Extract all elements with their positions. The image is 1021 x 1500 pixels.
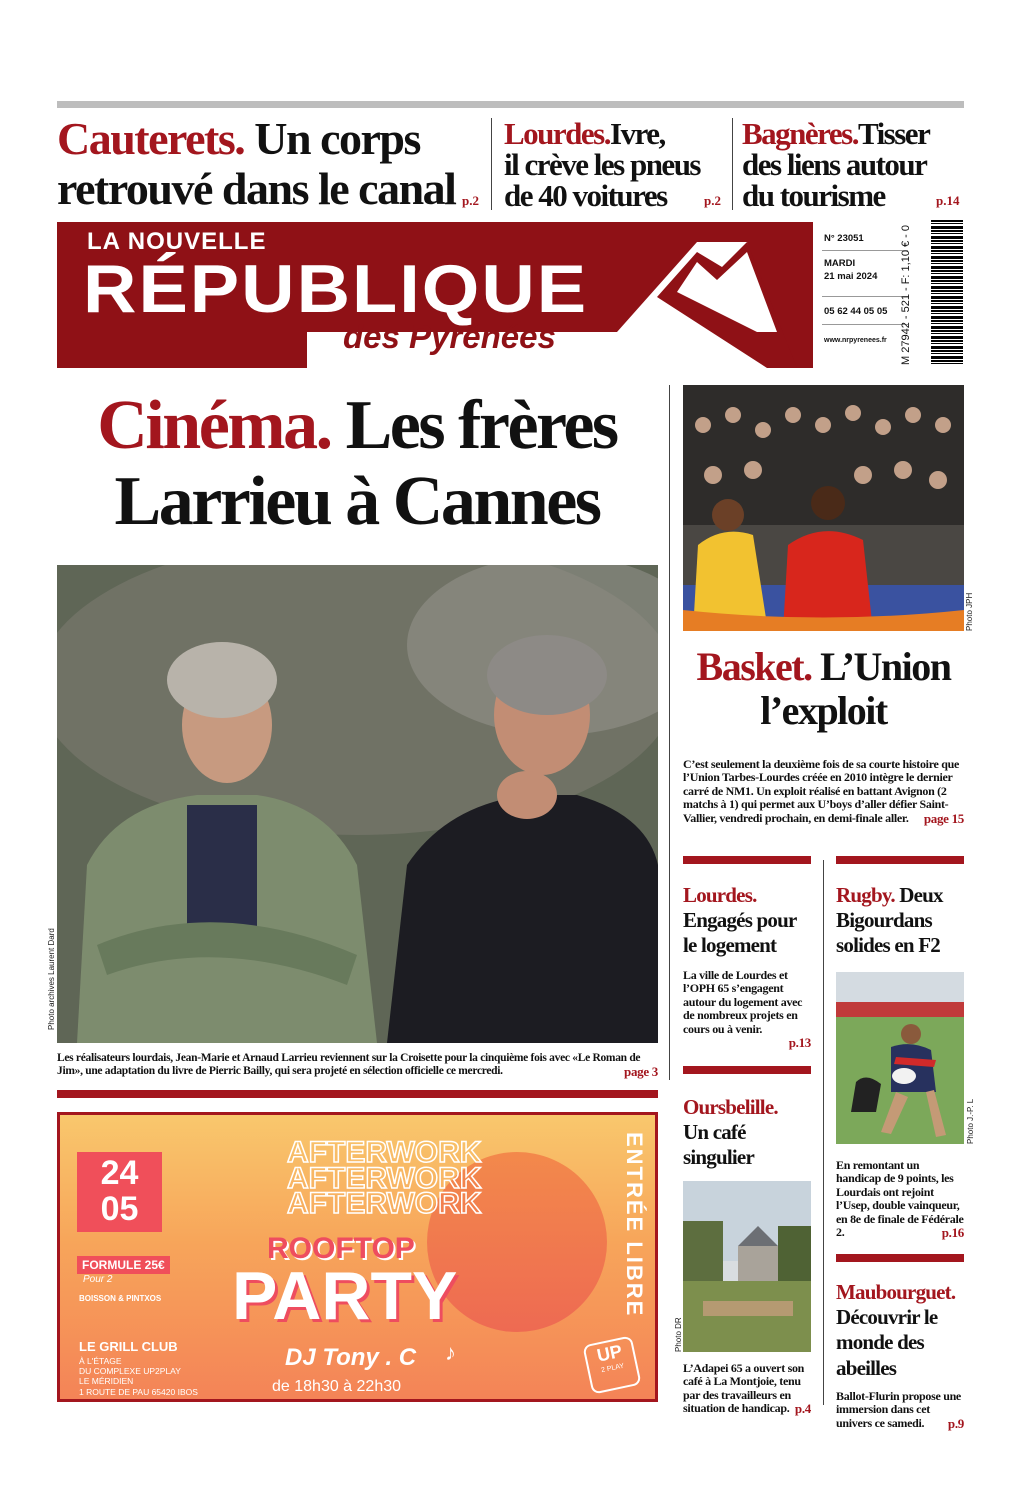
issue-number: N° 23051 <box>824 233 864 244</box>
entree-libre: ENTRÉE LIBRE <box>622 1132 647 1318</box>
teaser-lourdes[interactable] <box>504 118 719 211</box>
logo-top: UP <box>595 1340 624 1366</box>
maubourguet-text: Ballot-Flurin propose une immersion dans cet univers ce samedi. <box>836 1389 961 1430</box>
rugby-title: solides en F2 <box>836 933 940 958</box>
maubourguet-title: monde des <box>836 1330 924 1355</box>
page-ref[interactable]: p.16 <box>941 1225 964 1241</box>
rugby-kicker: Rugby. <box>836 883 895 907</box>
maubourguet-headline[interactable] <box>836 1280 964 1381</box>
section-rule <box>836 1254 964 1262</box>
column-divider <box>823 860 824 1405</box>
up2play-logo <box>582 1335 641 1394</box>
basket-title: L’Union <box>820 644 951 689</box>
page-ref[interactable]: p.13 <box>788 1035 811 1051</box>
oursbelille-body <box>683 1362 811 1417</box>
basket-text: C’est seulement la deuxième fois de sa courte histoire que l’Union Tarbes-Lourdes créée en 2010 intègre le dernier carré de NM1. Un exploit réalisé en battant Avignon (2 matchs à 1) qui permet aux U’boys d’aller défier Saint-Vallier, vendredi prochain, en demi-finale aller. <box>683 757 960 825</box>
maubourguet-body <box>836 1390 964 1431</box>
rugby-title: Bigourdans <box>836 908 932 933</box>
issue-date: 21 mai 2024 <box>824 271 878 282</box>
formule-pour: Pour 2 <box>83 1274 113 1285</box>
maubourguet-kicker: Maubourguet. <box>836 1280 956 1304</box>
photo-credit: Photo J.-P. L <box>966 1098 975 1144</box>
lead-headline[interactable] <box>57 388 657 539</box>
masthead-line1: LA NOUVELLE <box>87 228 267 255</box>
column-divider <box>732 118 733 210</box>
lourdes-text: La ville de Lourdes et l’OPH 65 s’engagent autour du logement avec de nombreux projets en cours ou à venir. <box>683 968 803 1036</box>
afterwork-line: AFTERWORK <box>287 1187 482 1220</box>
music-note-icon: ♪ <box>445 1340 456 1365</box>
teaser-title: Ivre, <box>610 116 665 151</box>
basket-photo[interactable] <box>683 385 964 631</box>
section-rule <box>683 1066 811 1074</box>
teaser-page-ref: p.2 <box>704 193 721 208</box>
lourdes-kicker: Lourdes. <box>683 883 757 907</box>
phone-number: 05 62 44 05 05 <box>824 306 888 317</box>
teaser-bagneres[interactable] <box>742 118 962 211</box>
column-divider <box>669 385 670 1080</box>
basket-headline[interactable] <box>683 645 964 733</box>
basket-body <box>683 758 964 826</box>
section-rule <box>57 1090 658 1098</box>
photo-credit: Photo archives Laurent Dard <box>47 928 56 1030</box>
oursbelille-photo-illustration <box>683 1181 811 1352</box>
teaser-title: il crève les pneus <box>504 147 700 182</box>
oursbelille-kicker: Oursbelille. <box>683 1095 778 1119</box>
oursbelille-title: singulier <box>683 1145 754 1170</box>
afterwork-line: AFTERWORK <box>287 1136 482 1169</box>
lead-caption <box>57 1052 658 1079</box>
address-line: DU COMPLEXE UP2PLAY <box>79 1366 181 1377</box>
teaser-title: Un corps <box>254 113 420 164</box>
rugby-photo[interactable] <box>836 972 964 1144</box>
rugby-headline[interactable] <box>836 883 964 959</box>
address-line: À L'ÉTAGE <box>79 1356 122 1366</box>
issue-day: MARDI <box>824 258 856 269</box>
photo-credit: Photo JPH <box>965 592 974 631</box>
page-ref[interactable]: page 15 <box>923 810 964 826</box>
basket-kicker: Basket. <box>696 644 812 689</box>
top-rule <box>57 101 964 108</box>
page-ref[interactable]: page 3 <box>624 1063 658 1079</box>
teaser-title: des liens autour <box>742 147 927 182</box>
page-ref[interactable]: p.4 <box>794 1401 811 1417</box>
lourdes-title: le logement <box>683 933 777 958</box>
teaser-kicker: Lourdes. <box>504 116 610 151</box>
section-rule <box>683 856 811 864</box>
party-text: PARTY <box>232 1258 458 1334</box>
teaser-page-ref: p.2 <box>462 193 479 208</box>
lead-photo-illustration <box>57 565 658 1043</box>
maubourguet-title: Découvrir le <box>836 1305 938 1330</box>
lourdes-title: Engagés pour <box>683 908 797 933</box>
rooftop-text: ROOFTOP <box>267 1232 415 1265</box>
venue-name: LE GRILL CLUB <box>79 1339 178 1354</box>
venue-address <box>79 1356 198 1397</box>
lourdes-headline[interactable] <box>683 883 813 959</box>
teaser-page-ref: p.14 <box>936 193 960 208</box>
caption-text: Les réalisateurs lourdais, Jean-Marie et Arnaud Larrieu reviennent sur la Croisette pour la cinquième fois avec «Le Roman de Jim», une adaptation du livre de Pierric Bailly, qui sera projeté en sélection officielle ce mercredi. <box>57 1052 641 1077</box>
afterwork-line: AFTERWORK <box>287 1161 482 1195</box>
lead-title: Les frères <box>345 387 617 464</box>
barcode <box>931 220 963 366</box>
teaser-title: du tourisme <box>742 178 885 213</box>
masthead-subtitle: des Pyrénées <box>343 318 556 355</box>
rugby-title: Deux <box>899 883 943 907</box>
date-month: 05 <box>100 1189 139 1228</box>
event-time: de 18h30 à 22h30 <box>272 1378 402 1395</box>
basket-title: l’exploit <box>760 688 887 733</box>
rugby-body <box>836 1159 964 1241</box>
dj-name: DJ Tony . C <box>285 1344 417 1371</box>
teaser-title: Tisser <box>857 116 930 151</box>
column-divider <box>491 118 492 210</box>
afterwork-ad[interactable] <box>57 1112 658 1402</box>
oursbelille-text: L’Adapei 65 a ouvert son café à La Montjoie, tenu par des travailleurs en situation de handicap. <box>683 1361 805 1416</box>
teaser-title: de 40 voitures <box>504 178 667 213</box>
lead-title: Larrieu à Cannes <box>114 462 600 540</box>
afterwork-text <box>287 1136 482 1220</box>
maubourguet-title: abeilles <box>836 1355 897 1380</box>
lead-kicker: Cinéma. <box>97 387 331 464</box>
teaser-kicker: Cauterets. <box>57 113 245 164</box>
logo-bottom: 2 PLAY <box>600 1362 625 1375</box>
teaser-kicker: Bagnères. <box>742 116 858 151</box>
oursbelille-title: Un café <box>683 1120 746 1145</box>
oursbelille-headline[interactable] <box>683 1095 813 1171</box>
barcode-text: M 27942 - 521 - F: 1,10 € - 0 <box>900 224 912 365</box>
rugby-text: En remontant un handicap de 9 points, les Lourdais ont rejoint l’Usep, double vainqueur, en 8e de finale de Fédérale 2. <box>836 1158 964 1240</box>
address-line: LE MÉRIDIEN <box>79 1376 134 1387</box>
formule-badge: FORMULE 25€ <box>77 1256 170 1274</box>
boisson-text: BOISSON & PINTXOS <box>79 1294 162 1303</box>
section-rule <box>836 856 964 864</box>
teaser-cauterets[interactable] <box>57 113 487 214</box>
oursbelille-photo[interactable] <box>683 1181 811 1352</box>
rugby-photo-illustration <box>836 972 964 1144</box>
address-line: 1 ROUTE DE PAU 65420 IBOS <box>79 1386 198 1397</box>
basket-photo-illustration <box>683 385 964 631</box>
lourdes-body <box>683 969 811 1051</box>
date-day: 24 <box>100 1154 139 1192</box>
photo-credit: Photo DR <box>674 1317 683 1352</box>
masthead-logo[interactable] <box>57 222 813 368</box>
website-link[interactable]: www.nrpyrenees.fr <box>824 337 887 344</box>
page-ref[interactable]: p.9 <box>947 1415 964 1431</box>
lead-photo[interactable] <box>57 565 658 1043</box>
masthead-title: RÉPUBLIQUE <box>83 250 589 327</box>
date-badge <box>77 1152 162 1232</box>
teaser-title: retrouvé dans le canal <box>57 163 456 214</box>
